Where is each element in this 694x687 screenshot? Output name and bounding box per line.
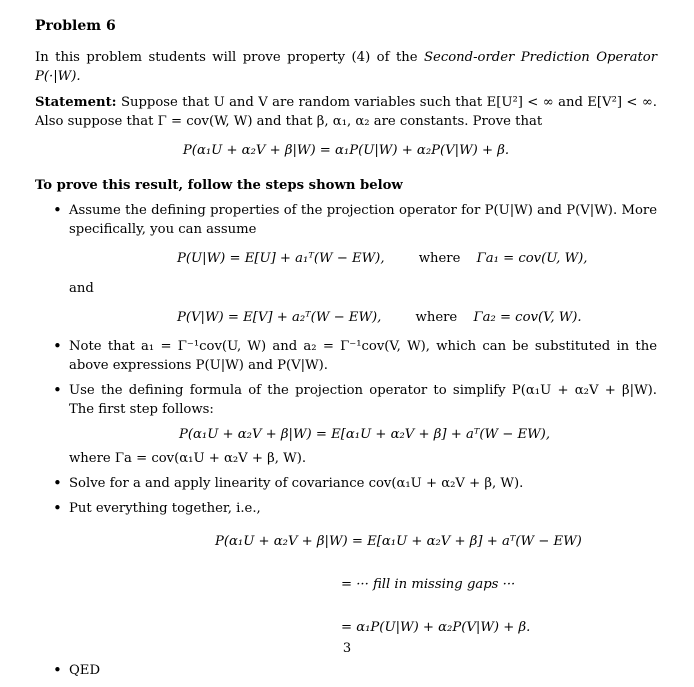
eq2-rhs: Γa₂ = cov(V, W). — [473, 309, 582, 325]
step3-where: where Γa = cov(α₁U + α₂V + β, W). — [69, 450, 307, 466]
eq2-where: where — [415, 309, 458, 325]
step2-text: • Note that a₁ = Γ⁻¹cov(U, W) and a₂ = Γ⁻¹cov(V, W), which can be substituted in the above expressions P(U|W) and P(V|W). — [69, 338, 657, 373]
eq1-lhs: P(U|W) = E[U] + a₁ᵀ(W − EW), — [177, 251, 385, 267]
final-eq-line-2: = ··· fill in missing gaps ··· — [341, 577, 516, 593]
statement-text: Suppose that U and V are random variables such that E[U²] < ∞ and E[V²] < ∞. Also suppose that Γ = cov(W, W) and that β, α₁, α₂ are constants. Prove that — [35, 94, 657, 129]
list-item — [35, 337, 657, 375]
page-number: 3 — [342, 641, 352, 656]
step4-text: • Solve for a and apply linearity of covariance cov(α₁U + α₂V + β, W). — [69, 475, 524, 491]
step1-equation-1 — [177, 249, 657, 268]
step3-text: • Use the defining formula of the projection operator to simplify P(α₁U + α₂V + β|W). The first step follows: — [69, 383, 657, 418]
list-item — [35, 474, 657, 493]
list-item — [35, 499, 657, 638]
step3-equation: P(α₁U + α₂V + β|W) = E[α₁U + α₂V + β] + aᵀ(W − EW), — [179, 427, 551, 443]
eq1-where: where — [418, 251, 461, 267]
problem-title: Problem 6 — [35, 18, 116, 34]
steps-list — [35, 201, 657, 680]
final-eq-line-3: = α₁P(U|W) + α₂P(V|W) + β. — [341, 620, 531, 636]
statement-paragraph — [35, 93, 657, 131]
step1-text: • Assume the defining properties of the projection operator for P(U|W) and P(V|W). More specifically, you can assume — [69, 203, 657, 238]
eq1-rhs: Γa₁ = cov(U, W), — [476, 251, 588, 267]
intro-paragraph — [35, 48, 657, 86]
final-eq-line-1: P(α₁U + α₂V + β|W) = E[α₁U + α₂V + β] + aᵀ(W − EW) — [215, 533, 582, 549]
list-item — [35, 661, 657, 680]
qed-text: QED — [69, 663, 101, 679]
document-page — [35, 16, 657, 687]
steps-heading: To prove this result, follow the steps shown below — [35, 178, 403, 193]
list-item — [35, 381, 657, 468]
intro-italic-term: Second-order Prediction Operator — [424, 50, 657, 66]
step1-equation-2 — [177, 308, 657, 327]
statement-equation: P(α₁U + α₂V + β|W) = α₁P(U|W) + α₂P(V|W) + β. — [182, 142, 510, 158]
eq2-lhs: P(V|W) = E[V] + a₂ᵀ(W − EW), — [177, 309, 382, 325]
statement-label: Statement: — [35, 94, 117, 110]
step1-and: and — [69, 280, 94, 296]
step5-text: • Put everything together, i.e., — [69, 500, 261, 516]
intro-prefix: In this problem students will prove property (4) of the — [35, 50, 424, 66]
list-item — [35, 201, 657, 327]
intro-operator: P(·|W). — [35, 69, 81, 85]
final-derivation — [215, 532, 657, 637]
